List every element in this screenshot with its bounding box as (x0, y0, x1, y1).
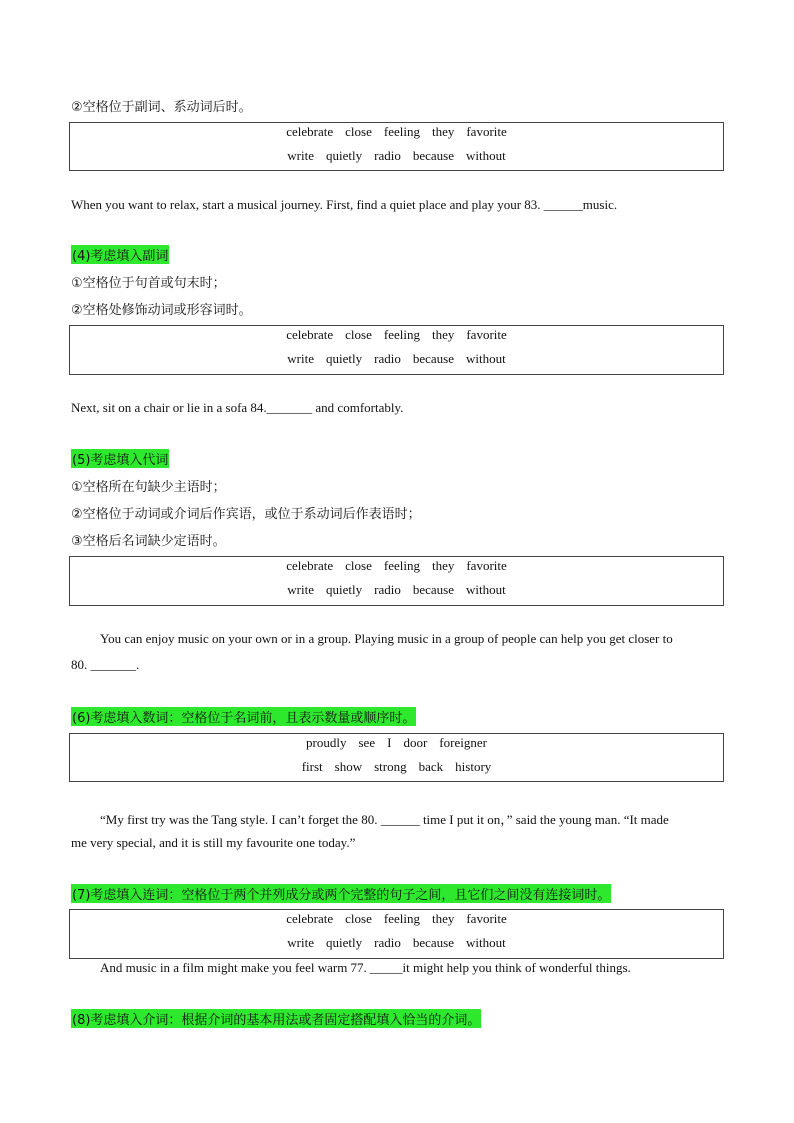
exercise-sentence: Next, sit on a chair or lie in a sofa 84._______ and comfortably. (71, 400, 404, 415)
word: celebrate (286, 327, 334, 342)
word: without (465, 582, 506, 597)
section-heading: (8)考虑填入介词：根据介词的基本用法或者固定搭配填入恰当的介词。 (71, 1009, 481, 1028)
exercise-sentence: “My first try was the Tang style. I can’t forget the 80. ______ time I put it on，” said the young man. “It made (100, 812, 669, 827)
word: quietly (326, 148, 363, 163)
word: quietly (326, 351, 363, 366)
word: write (287, 351, 314, 366)
word: close (345, 911, 372, 926)
word: celebrate (286, 911, 334, 926)
section-heading: (5)考虑填入代词 (71, 449, 169, 468)
word: quietly (326, 582, 363, 597)
word-bank-row (70, 327, 723, 343)
word: history (455, 759, 492, 774)
exercise-sentence: You can enjoy music on your own or in a group. Playing music in a group of people can help you get closer to (100, 631, 673, 646)
word: back (418, 759, 444, 774)
word-bank-row (70, 351, 723, 367)
exercise-sentence-continued: 80. _______. (71, 657, 140, 672)
word: feeling (383, 558, 420, 573)
word: without (465, 148, 506, 163)
rule-2: ②空格位于动词或介词后作宾语，或位于系动词后作表语时； (71, 507, 421, 522)
exercise-sentence-continued: me very special, and it is still my favourite one today.” (71, 835, 356, 850)
word: close (345, 558, 372, 573)
word: favorite (466, 558, 507, 573)
word-bank-row (70, 148, 723, 164)
section-heading: (6)考虑填入数词：空格位于名词前，且表示数量或顺序时。 (71, 707, 416, 726)
word-bank-row (70, 735, 723, 751)
word: write (287, 582, 314, 597)
word-bank-row (70, 582, 723, 598)
exercise-sentence: When you want to relax, start a musical journey. First, find a quiet place and play your 83. ______music. (71, 197, 618, 212)
word: because (412, 935, 454, 950)
word: because (412, 148, 454, 163)
word: favorite (466, 327, 507, 342)
word-bank-row (70, 911, 723, 927)
word: radio (374, 351, 401, 366)
word-bank-row (70, 935, 723, 951)
word: strong (374, 759, 407, 774)
section-heading: (4)考虑填入副词 (71, 245, 169, 264)
word-bank-row (70, 558, 723, 574)
word-bank-box (69, 556, 724, 606)
word-bank-box (69, 733, 724, 782)
word: radio (374, 935, 401, 950)
word: they (431, 558, 455, 573)
word: they (431, 124, 455, 139)
word: favorite (466, 124, 507, 139)
word: without (465, 935, 506, 950)
word: they (431, 911, 455, 926)
word: show (334, 759, 363, 774)
word: see (358, 735, 376, 750)
rule-3: ③空格后名词缺少定语时。 (71, 534, 226, 549)
rule-1: ①空格所在句缺少主语时； (71, 480, 226, 495)
word: celebrate (286, 558, 334, 573)
word: because (412, 582, 454, 597)
word: because (412, 351, 454, 366)
word: feeling (383, 327, 420, 342)
word: radio (374, 148, 401, 163)
word: proudly (306, 735, 347, 750)
word: feeling (383, 911, 420, 926)
rule-2: ②空格位于副词、系动词后时。 (71, 100, 252, 115)
word: door (403, 735, 428, 750)
exercise-sentence: And music in a film might make you feel warm 77. _____it might help you think of wonderful things. (100, 960, 631, 975)
word-bank-row (70, 759, 723, 775)
word: favorite (466, 911, 507, 926)
word: radio (374, 582, 401, 597)
word-bank-box (69, 325, 724, 375)
word: feeling (383, 124, 420, 139)
word-bank-box (69, 122, 724, 171)
word: write (287, 148, 314, 163)
word: I (387, 735, 392, 750)
word: write (287, 935, 314, 950)
word: without (465, 351, 506, 366)
word: celebrate (286, 124, 334, 139)
rule-2: ②空格处修饰动词或形容词时。 (71, 303, 252, 318)
word: quietly (326, 935, 363, 950)
section-heading: (7)考虑填入连词：空格位于两个并列成分或两个完整的句子之间，且它们之间没有连接词时。 (71, 884, 611, 903)
word-bank-box (69, 909, 724, 959)
word: close (345, 327, 372, 342)
word: first (301, 759, 323, 774)
word: foreigner (439, 735, 487, 750)
word: they (431, 327, 455, 342)
rule-1: ①空格位于句首或句末时； (71, 276, 226, 291)
word: close (345, 124, 372, 139)
word-bank-row (70, 124, 723, 140)
